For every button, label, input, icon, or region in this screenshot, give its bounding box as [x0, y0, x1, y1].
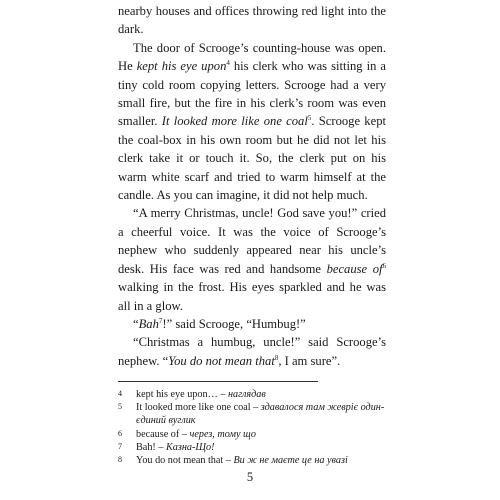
footnote-text: [136, 388, 386, 401]
footnotes: [118, 388, 386, 467]
page-number: 5: [246, 470, 254, 484]
footnote-translation: здавалося там жевріє один-єдиний вуглик: [136, 402, 385, 427]
paragraph: [118, 204, 386, 314]
text-run: “: [133, 316, 139, 331]
footnote-number: 5: [118, 402, 122, 412]
footnote-ref: 8: [274, 353, 279, 362]
footnote-ref: 5: [307, 114, 312, 123]
footnote-translation: Казна-Що!: [166, 441, 215, 453]
footnote-term: because of –: [136, 428, 190, 440]
text-run: walking in the frost. His eyes sparkled and he was all in a glow.: [118, 280, 386, 313]
footnote-term: kept his eye upon… –: [136, 389, 228, 400]
paragraph: [118, 333, 386, 370]
italic-phrase: because of: [326, 261, 383, 276]
italic-phrase: You do not mean that: [168, 353, 275, 368]
footnote: [118, 441, 386, 454]
footnote-translation: наглядав: [227, 389, 266, 400]
footnote-ref: 4: [226, 59, 230, 68]
body-text: [118, 2, 386, 370]
footnote-divider: [118, 381, 318, 382]
footnote: [118, 428, 386, 441]
footnote-ref: 6: [382, 261, 386, 270]
text-run: “A merry Christmas, uncle! God save you!” cried a cheerful voice. It was the voice of Scrooge’s nephew who suddenly appeared near his uncle’s desk. His face was red and handsome: [118, 206, 386, 276]
italic-phrase: Bah: [138, 316, 159, 331]
footnote-term: It looked more like one coal –: [136, 402, 261, 414]
footnote-text: [136, 401, 386, 427]
footnote-number: 8: [118, 455, 122, 465]
footnote-term: You do not mean that –: [136, 455, 234, 467]
text-run: , I am sure”.: [278, 353, 341, 368]
text-run: The door of Scrooge’s counting-house was open. He: [118, 40, 386, 74]
footnote-translation: через, тому що: [189, 428, 256, 440]
footnote-ref: 7: [158, 316, 163, 325]
text-run: . Scrooge kept the coal-box in his own room but he did not let his clerk take it or touch it. So, the clerk put on his warm white scarf and tried to warm himself at the candle. As you can imagine, it did not help much.: [118, 114, 386, 203]
footnote-translation: Ви ж не маєте це на увазі: [233, 455, 348, 467]
footnote-text: [136, 454, 386, 467]
paragraph: [118, 2, 386, 39]
footnote-text: [136, 441, 386, 454]
paragraph: [118, 39, 386, 205]
text-run: nearby houses and offices throwing red light into the dark.: [118, 4, 386, 37]
text-run: !” said Scrooge, “Humbug!”: [162, 316, 306, 331]
italic-phrase: It looked more like one coal: [161, 114, 308, 129]
footnote-number: 4: [118, 389, 122, 398]
text-run: “Christmas a humbug, uncle!” said Scrooge’s nephew. “: [118, 335, 386, 368]
italic-phrase: kept his eye upon: [136, 59, 227, 74]
footnote: [118, 401, 386, 427]
footnote: [118, 388, 386, 401]
footnote: [118, 454, 386, 467]
footnote-number: 6: [118, 428, 122, 438]
paragraph: [118, 315, 386, 333]
footnote-text: [136, 428, 386, 441]
footnote-number: 7: [118, 441, 122, 451]
text-run: his clerk who was sitting in a tiny cold room copying letters. Scrooge had a very small fire, but the fire in his clerk’s room was even smaller.: [118, 59, 386, 129]
footnote-term: Bah! –: [136, 441, 166, 453]
